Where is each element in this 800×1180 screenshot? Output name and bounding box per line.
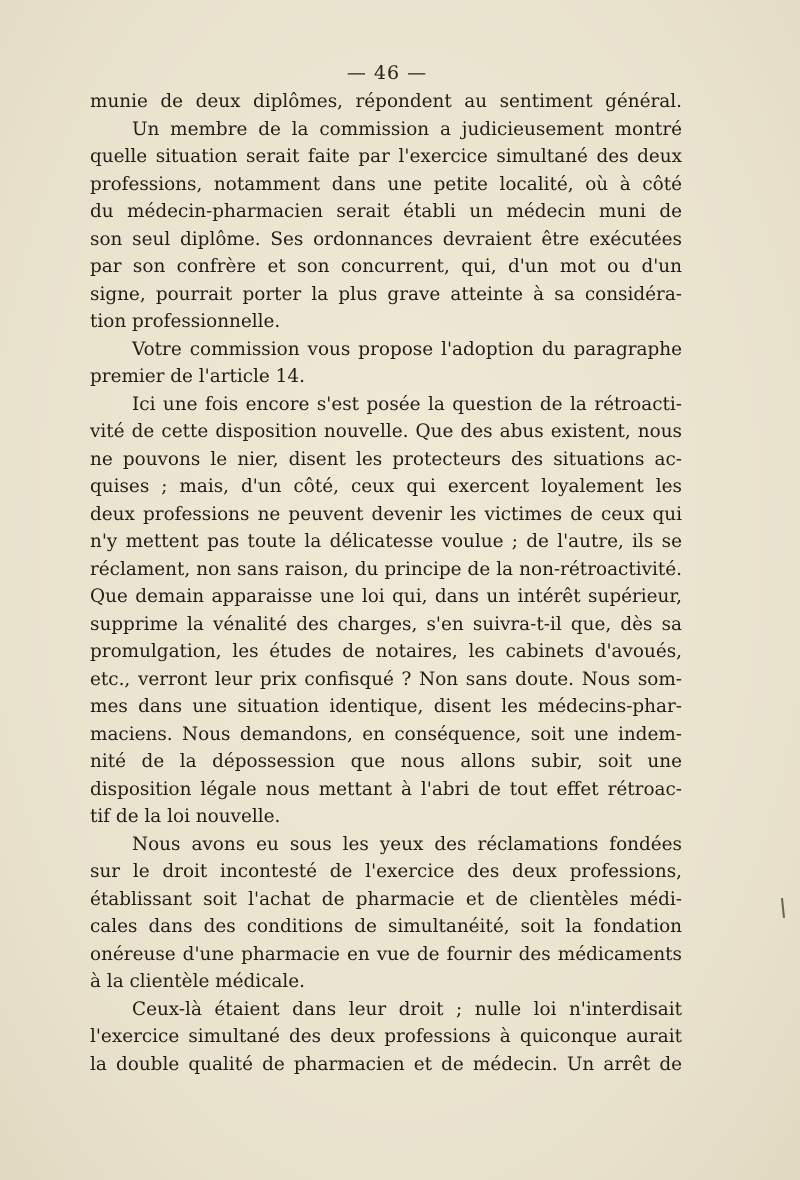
- text-line: à la clientèle médicale.: [90, 971, 306, 992]
- text-line: deux professions ne peuvent devenir les victimes de ceux qui: [90, 503, 682, 525]
- text-line: professions, notamment dans une petite localité, où à côté: [90, 173, 682, 195]
- text-line: supprime la vénalité des charges, s'en suivra-t-il que, dès sa: [90, 613, 682, 635]
- text-line: son seul diplôme. Ses ordonnances devraient être exécutées: [90, 228, 682, 250]
- text-line: maciens. Nous demandons, en conséquence, soit une indem-: [90, 723, 682, 745]
- text-line: premier de l'article 14.: [90, 366, 305, 387]
- text-line: ne pouvons le nier, disent les protecteurs des situations ac-: [90, 448, 682, 470]
- text-line: Un membre de la commission a judicieusement montré: [132, 118, 682, 140]
- text-line: réclament, non sans raison, du principe de la non-rétroactivité.: [90, 558, 682, 580]
- text-line: quises ; mais, d'un côté, ceux qui exercent loyalement les: [90, 476, 682, 497]
- text-line: munie de deux diplômes, répondent au sentiment général.: [90, 91, 682, 112]
- text-line: Que demain apparaisse une loi qui, dans un intérêt supérieur,: [90, 586, 682, 607]
- text-line: onéreuse d'une pharmacie en vue de fournir des médicaments: [90, 943, 682, 965]
- margin-ink-mark: [781, 898, 785, 918]
- text-line: quelle situation serait faite par l'exercice simultané des deux: [90, 146, 682, 167]
- text-line: sur le droit incontesté de l'exercice des deux professions,: [90, 861, 682, 882]
- text-line: l'exercice simultané des deux professions à quiconque aurait: [90, 1026, 682, 1047]
- text-line: Ici une fois encore s'est posée la question de la rétroacti-: [132, 393, 682, 415]
- text-line: la double qualité de pharmacien et de médecin. Un arrêt de: [90, 1053, 682, 1075]
- text-line: mes dans une situation identique, disent les médecins-phar-: [90, 696, 682, 717]
- text-line: nité de la dépossession que nous allons subir, soit une: [90, 751, 682, 772]
- text-line: cales dans des conditions de simultanéité, soit la fondation: [90, 916, 682, 937]
- text-line: disposition légale nous mettant à l'abri de tout effet rétroac-: [90, 778, 682, 800]
- text-line: par son confrère et son concurrent, qui, d'un mot ou d'un: [90, 256, 682, 277]
- text-line: etc., verront leur prix confisqué ? Non sans doute. Nous som-: [90, 668, 682, 690]
- text-line: Ceux-là étaient dans leur droit ; nulle loi n'interdisait: [132, 998, 682, 1020]
- text-line: du médecin-pharmacien serait établi un médecin muni de: [90, 201, 682, 222]
- page-number: — 46 —: [346, 62, 428, 84]
- text-line: signe, pourrait porter la plus grave atteinte à sa considéra-: [90, 283, 682, 305]
- text-line: tion professionnelle.: [90, 311, 281, 332]
- text-line: tif de la loi nouvelle.: [90, 806, 281, 827]
- text-line: Nous avons eu sous les yeux des réclamations fondées: [132, 833, 682, 855]
- text-line: Votre commission vous propose l'adoption du paragraphe: [132, 338, 682, 360]
- text-line: promulgation, les études de notaires, les cabinets d'avoués,: [90, 641, 682, 662]
- text-line: vité de cette disposition nouvelle. Que des abus existent, nous: [90, 421, 682, 442]
- body-text: [90, 88, 682, 1078]
- text-line: établissant soit l'achat de pharmacie et de clientèles médi-: [90, 888, 682, 910]
- text-line: n'y mettent pas toute la délicatesse voulue ; de l'autre, ils se: [90, 531, 682, 552]
